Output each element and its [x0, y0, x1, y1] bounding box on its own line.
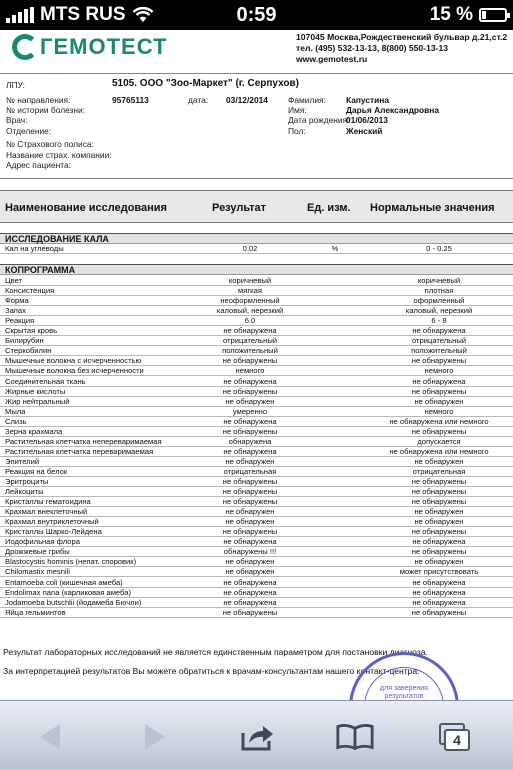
- lab-contacts: [296, 32, 507, 65]
- sex-value: Женский: [346, 126, 383, 136]
- table-row: [0, 244, 513, 254]
- table-row: [0, 276, 513, 286]
- test-result: отрицательный: [222, 336, 278, 346]
- col-name-header: Наименование исследования: [5, 202, 167, 214]
- table-row: [0, 427, 513, 437]
- section-stool-study: ИССЛЕДОВАНИЕ КАЛА: [0, 233, 513, 244]
- test-name: Цвет: [5, 276, 23, 285]
- department-label: Отделение:: [6, 126, 52, 136]
- gemotest-logo: ГЕМОТЕСТ: [12, 34, 167, 60]
- sex-label: Пол:: [288, 126, 306, 136]
- test-name: Jodamoeba butschlii (йодамеба Бючли): [5, 597, 142, 607]
- table-row: [0, 477, 513, 487]
- divider: [0, 73, 513, 74]
- table-row: [0, 447, 513, 457]
- test-result: положительный: [222, 346, 278, 356]
- test-name: Слизь: [5, 416, 27, 426]
- test-result: не обнаружен: [225, 396, 275, 406]
- back-arrow-icon: [40, 724, 60, 750]
- surname-label: Фамилия:: [288, 95, 326, 105]
- test-normal-range: не обнаружены: [411, 356, 467, 366]
- test-result: не обнаружены: [222, 426, 278, 436]
- test-name: Chilomastix mesnili: [5, 567, 70, 577]
- test-result: не обнаружены: [222, 487, 278, 497]
- test-name: Кал на углеводы: [5, 244, 64, 253]
- divider: [0, 178, 513, 179]
- test-result: не обнаружен: [225, 507, 275, 517]
- test-name: Зерна крахмала: [5, 426, 63, 436]
- test-name: Реакция на белок: [5, 466, 68, 476]
- test-result: не обнаружена: [223, 376, 277, 386]
- table-row: [0, 316, 513, 326]
- table-row: [0, 578, 513, 588]
- test-result: обнаружена: [228, 436, 272, 446]
- test-normal-range: коричневый: [417, 276, 461, 285]
- history-label: № истории болезни:: [6, 105, 86, 115]
- table-row: [0, 467, 513, 477]
- test-result: не обнаружена: [223, 597, 277, 607]
- table-row: [0, 356, 513, 366]
- test-name: Крахмал внутриклеточный: [5, 517, 99, 527]
- table-row: [0, 437, 513, 447]
- test-name: Кристаллы гематоидина: [5, 497, 91, 507]
- insurance-label: № Страхового полиса:: [6, 139, 94, 149]
- results-table-header: [0, 190, 513, 223]
- test-result: отрицательная: [223, 466, 277, 476]
- test-result: неоформленный: [220, 296, 280, 306]
- table-row: [0, 417, 513, 427]
- test-normal-range: каловый, нерезкий: [405, 306, 473, 316]
- test-normal-range: не обнаружен: [414, 456, 464, 466]
- logo-ring-icon: [12, 34, 38, 60]
- table-row: [0, 497, 513, 507]
- forward-button[interactable]: [135, 719, 175, 755]
- doctor-label: Врач:: [6, 115, 28, 125]
- bookmarks-button[interactable]: [335, 719, 375, 755]
- test-name: Растительная клетчатка переваримаемая: [5, 446, 154, 456]
- referral-value: 95765113: [112, 95, 149, 105]
- test-name: Стеркобилин: [5, 346, 52, 356]
- test-result: не обнаружены: [222, 477, 278, 486]
- browser-toolbar: [0, 700, 513, 770]
- test-result: не обнаружен: [225, 517, 275, 527]
- table-row: [0, 517, 513, 527]
- stamp-text: для заверения результатов: [380, 685, 428, 700]
- test-result: 0.02: [242, 244, 258, 253]
- test-normal-range: 0 - 0.25: [426, 244, 452, 253]
- test-normal-range: не обнаружена: [412, 577, 466, 587]
- table-row: [0, 557, 513, 567]
- test-normal-range: положительный: [411, 346, 467, 356]
- test-normal-range: не обнаружены: [411, 386, 467, 396]
- table-row: [0, 608, 513, 618]
- test-name: Билирубин: [5, 336, 44, 346]
- table-row: [0, 377, 513, 387]
- test-normal-range: не обнаружена: [412, 587, 466, 597]
- bookmarks-book-icon: [335, 722, 375, 752]
- test-name: Форма: [5, 296, 29, 306]
- footer-note-diagnosis: Результат лабораторных исследований не является единственным параметром для постановки диагноза.: [3, 647, 428, 657]
- test-normal-range: не обнаружены: [411, 527, 467, 537]
- table-row: [0, 387, 513, 397]
- test-name: Entamoeba coli (кишечная амеба): [5, 577, 123, 587]
- test-result: не обнаружена: [223, 416, 277, 426]
- name-label: Имя:: [288, 105, 307, 115]
- test-name: Endolimax nana (карликовая амеба): [5, 587, 131, 597]
- battery-percent: 15 %: [429, 4, 473, 25]
- lpu-value: 5105. ООО "Зоо-Маркет" (г. Серпухов): [112, 78, 300, 89]
- section-coprogram: КОПРОГРАММА: [0, 264, 513, 275]
- test-result: не обнаружены: [222, 527, 278, 537]
- test-name: Консистенция: [5, 286, 55, 296]
- test-normal-range: не обнаружена: [412, 376, 466, 386]
- table-row: [0, 527, 513, 537]
- test-result: не обнаружен: [225, 567, 275, 577]
- table-row: [0, 397, 513, 407]
- test-normal-range: немного: [424, 366, 454, 376]
- test-result: не обнаружен: [225, 557, 275, 567]
- tabs-button[interactable]: 4: [444, 729, 470, 751]
- birthdate-label: Дата рождения:: [288, 115, 350, 125]
- test-result: не обнаружена: [223, 577, 277, 587]
- test-name: Крахмал внеклеточный: [5, 507, 88, 517]
- insurer-label: Название страх. компании:: [6, 150, 112, 160]
- test-result: не обнаружен: [225, 456, 275, 466]
- test-result: каловый, нерезкий: [216, 306, 284, 316]
- col-unit-header: Ед. изм.: [307, 202, 351, 214]
- table-row: [0, 366, 513, 376]
- test-result: не обнаружена: [223, 537, 277, 547]
- surname-value: Капустина: [346, 95, 390, 105]
- test-normal-range: не обнаружена или немного: [389, 446, 489, 456]
- table-row: [0, 487, 513, 497]
- test-name: Лейкоциты: [5, 487, 44, 497]
- test-result: мягкая: [238, 286, 262, 296]
- table-row: [0, 507, 513, 517]
- table-row: [0, 537, 513, 547]
- test-name: Дрожжевые грибы: [5, 547, 70, 557]
- test-name: Скрытая кровь: [5, 326, 58, 336]
- table-row: [0, 326, 513, 336]
- test-result: не обнаружены: [222, 386, 278, 396]
- share-button[interactable]: [237, 719, 277, 755]
- test-normal-range: может присутствовать: [399, 567, 479, 577]
- test-normal-range: отрицательный: [411, 336, 467, 346]
- test-normal-range: немного: [424, 406, 454, 416]
- table-row: [0, 588, 513, 598]
- test-normal-range: не обнаружена: [412, 597, 466, 607]
- test-name: Реакция: [5, 316, 35, 326]
- test-normal-range: не обнаружены: [411, 547, 467, 557]
- referral-label: № направления:: [6, 95, 71, 105]
- test-name: Мышечные волокна с исчерченностью: [5, 356, 142, 366]
- test-result: 6.0: [244, 316, 256, 326]
- test-normal-range: не обнаружены: [411, 477, 467, 486]
- test-result: не обнаружены: [222, 356, 278, 366]
- report-header: [0, 30, 513, 72]
- test-name: Blastocystis hominis (непат. споровик): [5, 557, 137, 567]
- test-name: Кристаллы Шарко-Лейдена: [5, 527, 102, 537]
- table-row: [0, 457, 513, 467]
- table-row: [0, 598, 513, 608]
- test-name: Жирные кислоты: [5, 386, 66, 396]
- test-result: умеренно: [232, 406, 268, 416]
- test-name: Соединительная ткань: [5, 376, 86, 386]
- test-name: Эпителий: [5, 456, 40, 466]
- test-normal-range: не обнаружен: [414, 517, 464, 527]
- table-row: [0, 346, 513, 356]
- test-name: Яйца гельминтов: [5, 607, 66, 617]
- status-bar: [0, 0, 513, 30]
- test-result: не обнаружена: [223, 326, 277, 336]
- test-normal-range: не обнаружена или немного: [389, 416, 489, 426]
- test-normal-range: не обнаружен: [414, 396, 464, 406]
- lab-site: www.gemotest.ru: [296, 54, 368, 64]
- test-normal-range: 6 - 8: [431, 316, 447, 326]
- table-row: [0, 547, 513, 557]
- footer-note-consult: За интерпретацией результатов Вы можете обратиться к врачам-консультантам нашего контакт-центра.: [3, 666, 420, 676]
- test-normal-range: оформленный: [413, 296, 465, 306]
- test-result: не обнаружены: [222, 497, 278, 507]
- lpu-label: ЛПУ:: [6, 80, 25, 90]
- table-row: [0, 296, 513, 306]
- test-result: не обнаружена: [223, 587, 277, 597]
- patient-address-label: Адрес пациента:: [6, 160, 71, 170]
- lab-stamp: [349, 652, 459, 700]
- test-name: Иодофильная флора: [5, 537, 80, 547]
- table-row: [0, 286, 513, 296]
- col-normal-header: Нормальные значения: [370, 202, 495, 214]
- test-result: не обнаружена: [223, 446, 277, 456]
- col-result-header: Результат: [212, 202, 267, 214]
- share-icon: [237, 721, 277, 753]
- birthdate-value: 01/06/2013: [346, 115, 388, 125]
- test-normal-range: не обнаружены: [411, 607, 467, 617]
- lab-report-page[interactable]: [0, 30, 513, 700]
- test-name: Жир нейтральный: [5, 396, 70, 406]
- signal-icon: [6, 7, 34, 23]
- test-normal-range: не обнаружены: [411, 487, 467, 497]
- lab-address: 107045 Москва,Рождественский бульвар д.21,ст.2: [296, 32, 508, 42]
- date-label: дата:: [188, 95, 209, 105]
- back-button[interactable]: [30, 719, 70, 755]
- test-normal-range: не обнаружен: [414, 507, 464, 517]
- test-name: Эритроциты: [5, 477, 49, 486]
- carrier-name: MTS RUS: [40, 4, 126, 25]
- test-result: коричневый: [228, 276, 272, 285]
- table-row: [0, 336, 513, 346]
- date-value: 03/12/2014: [226, 95, 268, 105]
- test-result: немного: [235, 366, 265, 376]
- table-row: [0, 407, 513, 417]
- clock: 0:59: [236, 3, 277, 26]
- forward-arrow-icon: [145, 724, 165, 750]
- test-name: Мыла: [5, 406, 26, 416]
- name-value: Дарья Александровна: [346, 105, 439, 115]
- test-result: обнаружены !!!: [223, 547, 277, 557]
- test-normal-range: отрицательная: [412, 466, 466, 476]
- table-row: [0, 306, 513, 316]
- test-name: Запах: [5, 306, 26, 316]
- table-row: [0, 567, 513, 577]
- test-normal-range: плотная: [424, 286, 454, 296]
- test-normal-range: не обнаружены: [411, 426, 467, 436]
- test-normal-range: допускается: [417, 436, 461, 446]
- test-unit: %: [331, 244, 339, 253]
- test-name: Мышечные волокна без исчерченности: [5, 366, 144, 376]
- test-normal-range: не обнаружена: [412, 537, 466, 547]
- test-result: не обнаружены: [222, 607, 278, 617]
- lab-phone: тел. (495) 532-13-13, 8(800) 550-13-13: [296, 43, 449, 53]
- test-normal-range: не обнаружена: [412, 326, 466, 336]
- wifi-icon: [132, 7, 154, 23]
- battery-icon: [479, 8, 507, 22]
- test-name: Растительная клетчатка непереваримаемая: [5, 436, 162, 446]
- test-normal-range: не обнаружен: [414, 557, 464, 567]
- test-normal-range: не обнаружены: [411, 497, 467, 507]
